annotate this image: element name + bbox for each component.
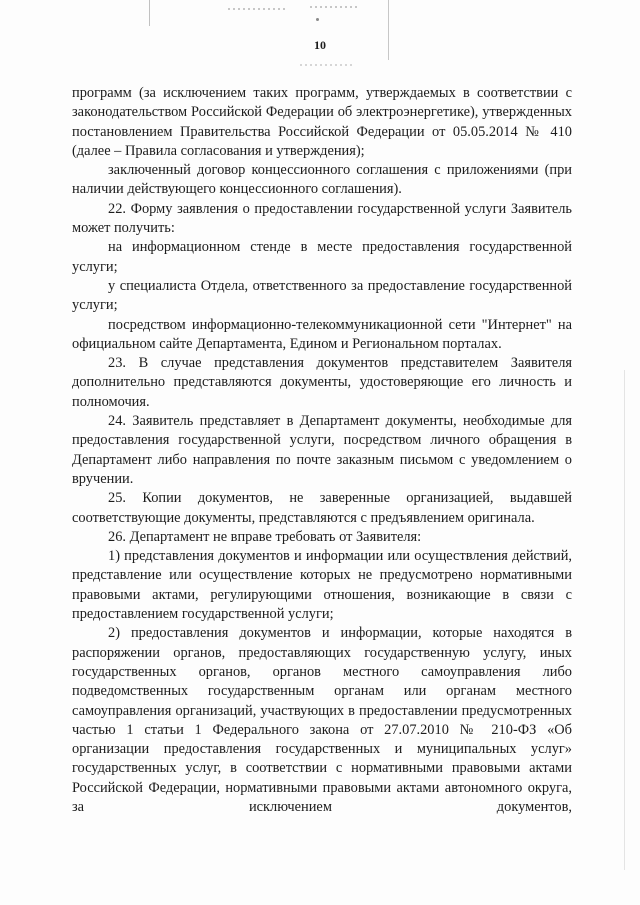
paragraph: заключенный договор концессионного соглашения с приложениями (при наличии действующего концессионного соглашения). xyxy=(72,162,572,198)
paragraph: посредством информационно-телекоммуникационной сети "Интернет" на официальном сайте Департамента, Едином и Региональном порталах. xyxy=(72,316,572,352)
scan-artifact-noise xyxy=(228,8,288,10)
scan-artifact-noise xyxy=(310,6,360,8)
paragraph: 24. Заявитель представляет в Департамент документы, необходимые для предоставления государственной услуги, посредством личного обращения в Департамент либо направления по почте заказным письмом с уведомлением о вручении. xyxy=(72,413,572,487)
paragraph: 25. Копии документов, не заверенные организацией, выдавшей соответствующие документы, представляются с предъявлением оригинала. xyxy=(72,490,572,526)
scan-artifact-line xyxy=(624,370,625,870)
scan-artifact-speck xyxy=(316,18,319,21)
paragraph: 26. Департамент не вправе требовать от Заявителя: xyxy=(108,528,422,545)
paragraph: программ (за исключением таких программ, утверждаемых в соответствии с законодательством Российской Федерации об электроэнергетике), утвержденных постановлением Правительства Российской Федерации от 05.05.2014 № 410 (далее – Правила согласования и утверждения); xyxy=(72,85,572,159)
scan-artifact-noise xyxy=(300,64,352,66)
page-number: 10 xyxy=(314,38,326,52)
paragraph: 23. В случае представления документов представителем Заявителя дополнительно представляются документы, удостоверяющие его личность и полномочия. xyxy=(72,355,572,410)
paragraph: у специалиста Отдела, ответственного за предоставление государственной услуги; xyxy=(72,277,572,314)
document-body xyxy=(72,84,572,817)
paragraph: 1) представления документов и информации или осуществления действий, представление или осуществление которых не предусмотрено нормативными правовыми актами, регулирующими отношения, возникающие в связи с предоставлением государственной услуги; xyxy=(72,548,572,623)
paragraph: 2) предоставления документов и информации, которые находятся в распоряжении органов, предоставляющих государственную услугу, иных государственных органов, органов местного самоуправления либо подведомственных государственным органам или органам местного самоуправления организаций, участвующих в предоставлении предусмотренных частью 1 статьи 1 Федерального закона от 27.07.2010 № 210-ФЗ «Об организации предоставления государственных и муниципальных услуг» государственных услуг, в соответствии с нормативными правовыми актами Российской Федерации, нормативными правовыми актами автономного округа, за исключением документов, xyxy=(72,625,572,815)
paragraph: на информационном стенде в месте предоставления государственной услуги; xyxy=(72,239,572,275)
paragraph: 22. Форму заявления о предоставлении государственной услуги Заявитель может получить: xyxy=(72,200,572,237)
scan-artifact-line xyxy=(149,0,150,26)
